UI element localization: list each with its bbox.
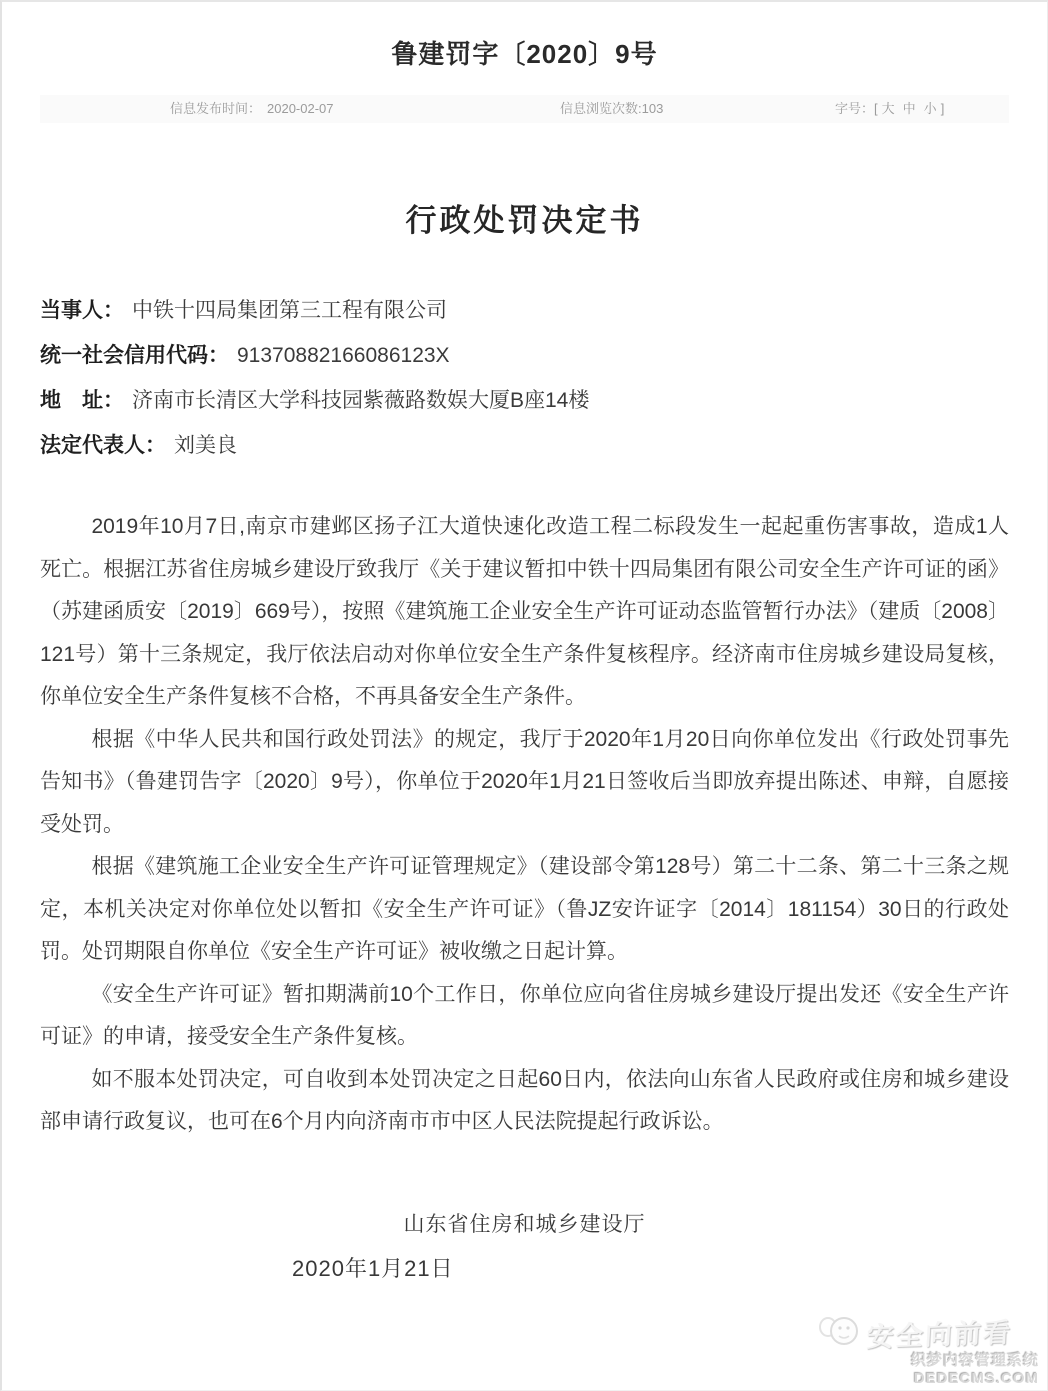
paragraph-penalty-decision: 根据《建筑施工企业安全生产许可证管理规定》（建设部令第128号）第二十二条、第二十三条之规定，本机关决定对你单位处以暂扣《安全生产许可证》（鲁JZ安许证字〔2014〕181154）30日的行政处罚。处罚期限自你单位《安全生产许可证》被收缴之日起计算。: [40, 855, 1009, 963]
field-legal-representative: [40, 423, 1009, 468]
font-size-medium-link[interactable]: 中: [902, 101, 916, 116]
watermark-top-row: [817, 1307, 1043, 1358]
signature-org: 山东省住房和城乡建设厅: [403, 1212, 646, 1236]
mascot-icon: [817, 1307, 863, 1358]
paragraph-appeal-rights: 如不服本处罚决定，可自收到本处罚决定之日起60日内，依法向山东省人民政府或住房和城乡建设部申请行政复议，也可在6个月内向济南市市中区人民法院提起行政诉讼。: [40, 1067, 1009, 1133]
paragraph-incident: 2019年10月7日,南京市建邺区扬子江大道快速化改造工程二标段发生一起起重伤害事故，造成1人死亡。根据江苏省住房城乡建设厅致我厅《关于建议暂扣中铁十四局集团有限公司安全生产许可证的函》（苏建函质安〔2019〕669号），按照《建筑施工企业安全生产许可证动态监管暂行办法》（建质〔2008〕121号）第十三条规定，我厅依法启动对你单位安全生产条件复核程序。经济南市住房城乡建设局复核，你单位安全生产条件复核不合格，不再具备安全生产条件。: [40, 515, 1009, 708]
font-size-small-link[interactable]: 小: [923, 101, 937, 116]
field-credit-code-label: 统一社会信用代码：: [40, 344, 229, 367]
publish-time: [170, 95, 334, 123]
font-size-label: 字号：: [835, 101, 875, 116]
bracket-left: [: [874, 101, 878, 116]
view-count: [560, 95, 663, 123]
page-title: 行政处罚决定书: [405, 203, 644, 238]
field-address-label: 地 址：: [40, 389, 124, 412]
field-legal-representative-label: 法定代表人：: [40, 434, 166, 457]
field-address: [40, 378, 1009, 423]
field-legal-representative-value: 刘美良: [174, 434, 237, 457]
doc-number: 鲁建罚字〔2020〕9号: [391, 39, 658, 69]
paragraph-license-return: 《安全生产许可证》暂扣期满前10个工作日，你单位应向省住房城乡建设厅提出发还《安全生产许可证》的申请，接受安全生产条件复核。: [40, 982, 1009, 1048]
cms-name: 织梦内容管理系统: [910, 1352, 1039, 1369]
paragraph-prior-notice: 根据《中华人民共和国行政处罚法》的规定，我厅于2020年1月20日向你单位发出《行政处罚事先告知书》（鲁建罚告字〔2020〕9号），你单位于2020年1月21日签收后当即放弃提出陈述、申辩，自愿接受处罚。: [40, 727, 1009, 836]
font-size-control: [835, 95, 944, 123]
signature-date: 2020年1月21日: [292, 1255, 454, 1281]
publish-time-value: 2020-02-07: [267, 101, 334, 116]
bracket-right: ]: [940, 101, 945, 116]
field-address-value: 济南市长清区大学科技园紫薇路数娱大厦B座14楼: [132, 389, 590, 412]
field-party: [40, 288, 1009, 333]
font-size-large-link[interactable]: 大: [881, 101, 895, 116]
document-body: [40, 506, 1009, 1144]
meta-bar: [40, 95, 1009, 123]
publish-time-label: 信息发布时间：: [170, 101, 262, 116]
field-party-label: 当事人：: [40, 299, 124, 322]
field-credit-code-value: 91370882166086123X: [237, 344, 450, 367]
field-credit-code: [40, 333, 1009, 378]
view-count-value: 103: [641, 101, 664, 116]
party-info-fields: [40, 288, 1009, 468]
cms-watermark: [817, 1307, 1043, 1388]
field-party-value: 中铁十四局集团第三工程有限公司: [132, 299, 447, 322]
view-count-label: 信息浏览次数:: [560, 101, 642, 116]
cms-domain: DEDECMS.COM: [913, 1370, 1039, 1387]
watermark-title: 安全向前看: [865, 1317, 1013, 1353]
